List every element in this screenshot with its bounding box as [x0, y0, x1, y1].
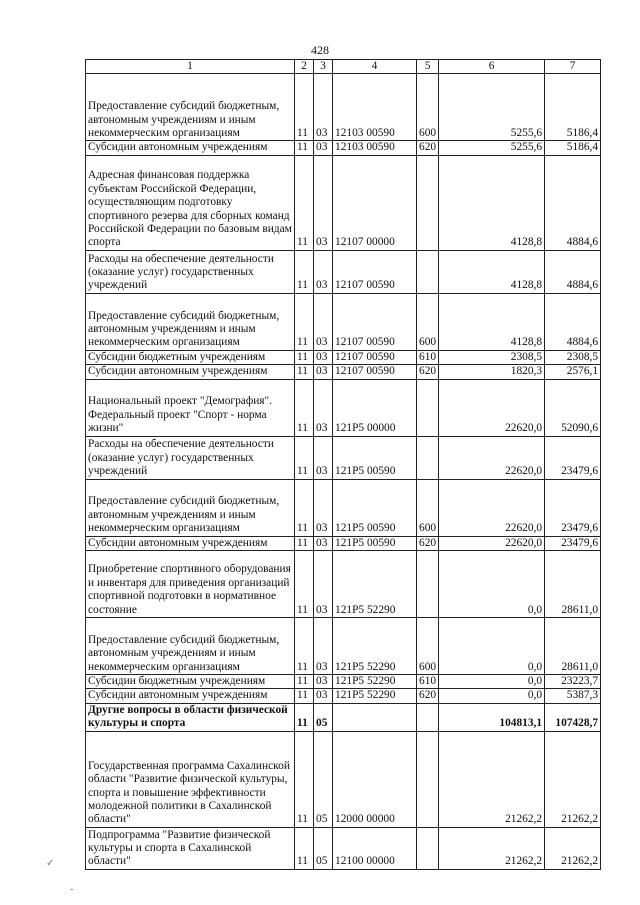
row-expense-type — [417, 379, 439, 436]
row-section: 11 — [295, 74, 314, 141]
row-section: 11 — [295, 536, 314, 550]
table-row — [86, 436, 601, 479]
row-subsection: 03 — [314, 618, 333, 675]
row-name: Субсидии автономным учреждениям — [86, 689, 295, 703]
row-amount-year2: 28611,0 — [545, 618, 601, 675]
scan-mark: ✓ — [46, 858, 55, 869]
row-amount-year2: 28611,0 — [545, 551, 601, 618]
row-name: Субсидии автономным учреждениям — [86, 365, 295, 379]
row-subsection: 03 — [314, 250, 333, 293]
page-number: 428 — [311, 43, 329, 57]
row-section: 11 — [295, 827, 314, 869]
row-expense-type: 610 — [417, 675, 439, 689]
row-name: Субсидии автономным учреждениям — [86, 536, 295, 550]
row-amount-year2: 5387,3 — [545, 689, 601, 703]
row-subsection: 03 — [314, 536, 333, 550]
row-amount-year1: 1820,3 — [439, 365, 545, 379]
table-row — [86, 141, 601, 155]
row-name: Подпрограмма "Развитие физической культуры и спорта в Сахалинской области" — [86, 827, 295, 869]
table-row — [86, 293, 601, 350]
row-subsection: 03 — [314, 141, 333, 155]
table-row — [86, 675, 601, 689]
row-section: 11 — [295, 675, 314, 689]
row-target-article: 12103 00590 — [333, 141, 417, 155]
row-amount-year2: 21262,2 — [545, 827, 601, 869]
row-expense-type: 600 — [417, 479, 439, 536]
row-expense-type: 620 — [417, 536, 439, 550]
row-amount-year2: 23223,7 — [545, 675, 601, 689]
row-expense-type: 620 — [417, 141, 439, 155]
header-cell: 6 — [439, 60, 545, 74]
row-name: Предоставление субсидий бюджетным, автономным учреждениям и иным некоммерческим организациям — [86, 479, 295, 536]
row-name: Адресная финансовая поддержка субъектам Российской Федерации, осуществляющим подготовку спортивного резерва для сборных команд Российской Федерации по базовым видам спорта — [86, 155, 295, 250]
row-target-article: 12107 00590 — [333, 365, 417, 379]
row-name: Субсидии бюджетным учреждениям — [86, 350, 295, 364]
row-expense-type: 620 — [417, 689, 439, 703]
row-amount-year2: 5186,4 — [545, 141, 601, 155]
row-amount-year2: 5186,4 — [545, 74, 601, 141]
row-expense-type: 600 — [417, 74, 439, 141]
table-row — [86, 365, 601, 379]
row-amount-year2: 2308,5 — [545, 350, 601, 364]
budget-table — [85, 59, 601, 870]
row-target-article: 12107 00000 — [333, 155, 417, 250]
row-amount-year2: 2576,1 — [545, 365, 601, 379]
row-amount-year1: 22620,0 — [439, 536, 545, 550]
row-amount-year2: 4884,6 — [545, 155, 601, 250]
row-name: Другие вопросы в области физической культуры и спорта — [86, 703, 295, 731]
row-subsection: 03 — [314, 365, 333, 379]
row-target-article: 12000 00000 — [333, 731, 417, 827]
row-target-article: 121P5 00590 — [333, 436, 417, 479]
table-row — [86, 379, 601, 436]
row-subsection: 03 — [314, 689, 333, 703]
row-amount-year1: 0,0 — [439, 675, 545, 689]
row-section: 11 — [295, 379, 314, 436]
row-amount-year1: 4128,8 — [439, 155, 545, 250]
row-subsection: 05 — [314, 703, 333, 731]
row-amount-year1: 104813,1 — [439, 703, 545, 731]
row-target-article: 12107 00590 — [333, 350, 417, 364]
row-subsection: 03 — [314, 479, 333, 536]
row-name: Расходы на обеспечение деятельности (оказание услуг) государственных учреждений — [86, 250, 295, 293]
row-amount-year2: 23479,6 — [545, 536, 601, 550]
row-subsection: 03 — [314, 155, 333, 250]
row-expense-type: 600 — [417, 618, 439, 675]
row-subsection: 03 — [314, 74, 333, 141]
row-target-article: 121P5 00590 — [333, 536, 417, 550]
row-name: Расходы на обеспечение деятельности (оказание услуг) государственных учреждений — [86, 436, 295, 479]
header-cell: 3 — [314, 60, 333, 74]
row-section: 11 — [295, 479, 314, 536]
row-section: 11 — [295, 155, 314, 250]
row-amount-year1: 5255,6 — [439, 74, 545, 141]
row-subsection: 03 — [314, 675, 333, 689]
scan-mark: - — [70, 884, 74, 895]
row-subsection: 03 — [314, 350, 333, 364]
row-target-article: 12107 00590 — [333, 250, 417, 293]
row-amount-year1: 22620,0 — [439, 436, 545, 479]
row-amount-year2: 4884,6 — [545, 250, 601, 293]
row-target-article: 121P5 52290 — [333, 551, 417, 618]
table-header-row — [86, 60, 601, 74]
table-row — [86, 731, 601, 827]
row-amount-year2: 23479,6 — [545, 436, 601, 479]
table-row — [86, 689, 601, 703]
table-row — [86, 703, 601, 731]
row-amount-year1: 4128,8 — [439, 250, 545, 293]
row-expense-type: 620 — [417, 365, 439, 379]
row-amount-year1: 5255,6 — [439, 141, 545, 155]
row-amount-year1: 0,0 — [439, 689, 545, 703]
row-expense-type — [417, 436, 439, 479]
row-section: 11 — [295, 141, 314, 155]
row-amount-year1: 2308,5 — [439, 350, 545, 364]
row-expense-type — [417, 703, 439, 731]
table-row — [86, 350, 601, 364]
row-amount-year2: 4884,6 — [545, 293, 601, 350]
header-cell: 2 — [295, 60, 314, 74]
row-amount-year2: 52090,6 — [545, 379, 601, 436]
row-name: Государственная программа Сахалинской области "Развитие физической культуры, спорта и повышение эффективности молодежной политики в Сахалинской области" — [86, 731, 295, 827]
row-subsection: 05 — [314, 731, 333, 827]
row-name: Приобретение спортивного оборудования и инвентаря для приведения организаций спортивной подготовки в нормативное состояние — [86, 551, 295, 618]
table-row — [86, 551, 601, 618]
row-expense-type — [417, 250, 439, 293]
row-amount-year1: 22620,0 — [439, 379, 545, 436]
row-section: 11 — [295, 250, 314, 293]
row-section: 11 — [295, 551, 314, 618]
header-cell: 7 — [545, 60, 601, 74]
row-target-article: 121P5 52290 — [333, 675, 417, 689]
row-target-article: 12100 00000 — [333, 827, 417, 869]
row-expense-type — [417, 551, 439, 618]
row-amount-year1: 21262,2 — [439, 827, 545, 869]
header-cell: 5 — [417, 60, 439, 74]
row-section: 11 — [295, 731, 314, 827]
row-section: 11 — [295, 689, 314, 703]
row-target-article: 12107 00590 — [333, 293, 417, 350]
row-amount-year2: 107428,7 — [545, 703, 601, 731]
row-expense-type: 610 — [417, 350, 439, 364]
row-target-article: 12103 00590 — [333, 74, 417, 141]
row-target-article: 121P5 00000 — [333, 379, 417, 436]
row-target-article: 121P5 52290 — [333, 618, 417, 675]
row-amount-year2: 23479,6 — [545, 479, 601, 536]
row-subsection: 03 — [314, 293, 333, 350]
row-target-article — [333, 703, 417, 731]
row-section: 11 — [295, 618, 314, 675]
row-section: 11 — [295, 703, 314, 731]
row-section: 11 — [295, 293, 314, 350]
row-section: 11 — [295, 436, 314, 479]
row-name: Национальный проект "Демография". Федеральный проект "Спорт - норма жизни" — [86, 379, 295, 436]
row-name: Субсидии бюджетным учреждениям — [86, 675, 295, 689]
row-expense-type — [417, 155, 439, 250]
row-amount-year1: 22620,0 — [439, 479, 545, 536]
table-row — [86, 618, 601, 675]
row-amount-year1: 0,0 — [439, 618, 545, 675]
table-row — [86, 74, 601, 141]
table-row — [86, 827, 601, 869]
table-row — [86, 479, 601, 536]
row-amount-year1: 21262,2 — [439, 731, 545, 827]
row-expense-type: 600 — [417, 293, 439, 350]
row-subsection: 05 — [314, 827, 333, 869]
table-row — [86, 155, 601, 250]
header-cell: 4 — [333, 60, 417, 74]
row-amount-year2: 21262,2 — [545, 731, 601, 827]
row-name: Предоставление субсидий бюджетным, автономным учреждениям и иным некоммерческим организациям — [86, 74, 295, 141]
header-cell: 1 — [86, 60, 295, 74]
row-subsection: 03 — [314, 379, 333, 436]
row-amount-year1: 4128,8 — [439, 293, 545, 350]
row-section: 11 — [295, 350, 314, 364]
table-row — [86, 250, 601, 293]
row-target-article: 121P5 00590 — [333, 479, 417, 536]
table-row — [86, 536, 601, 550]
row-target-article: 121P5 52290 — [333, 689, 417, 703]
row-section: 11 — [295, 365, 314, 379]
row-name: Предоставление субсидий бюджетным, автономным учреждениям и иным некоммерческим организациям — [86, 618, 295, 675]
row-amount-year1: 0,0 — [439, 551, 545, 618]
row-expense-type — [417, 731, 439, 827]
row-name: Субсидии автономным учреждениям — [86, 141, 295, 155]
row-subsection: 03 — [314, 436, 333, 479]
row-subsection: 03 — [314, 551, 333, 618]
row-name: Предоставление субсидий бюджетным, автономным учреждениям и иным некоммерческим организациям — [86, 293, 295, 350]
row-expense-type — [417, 827, 439, 869]
